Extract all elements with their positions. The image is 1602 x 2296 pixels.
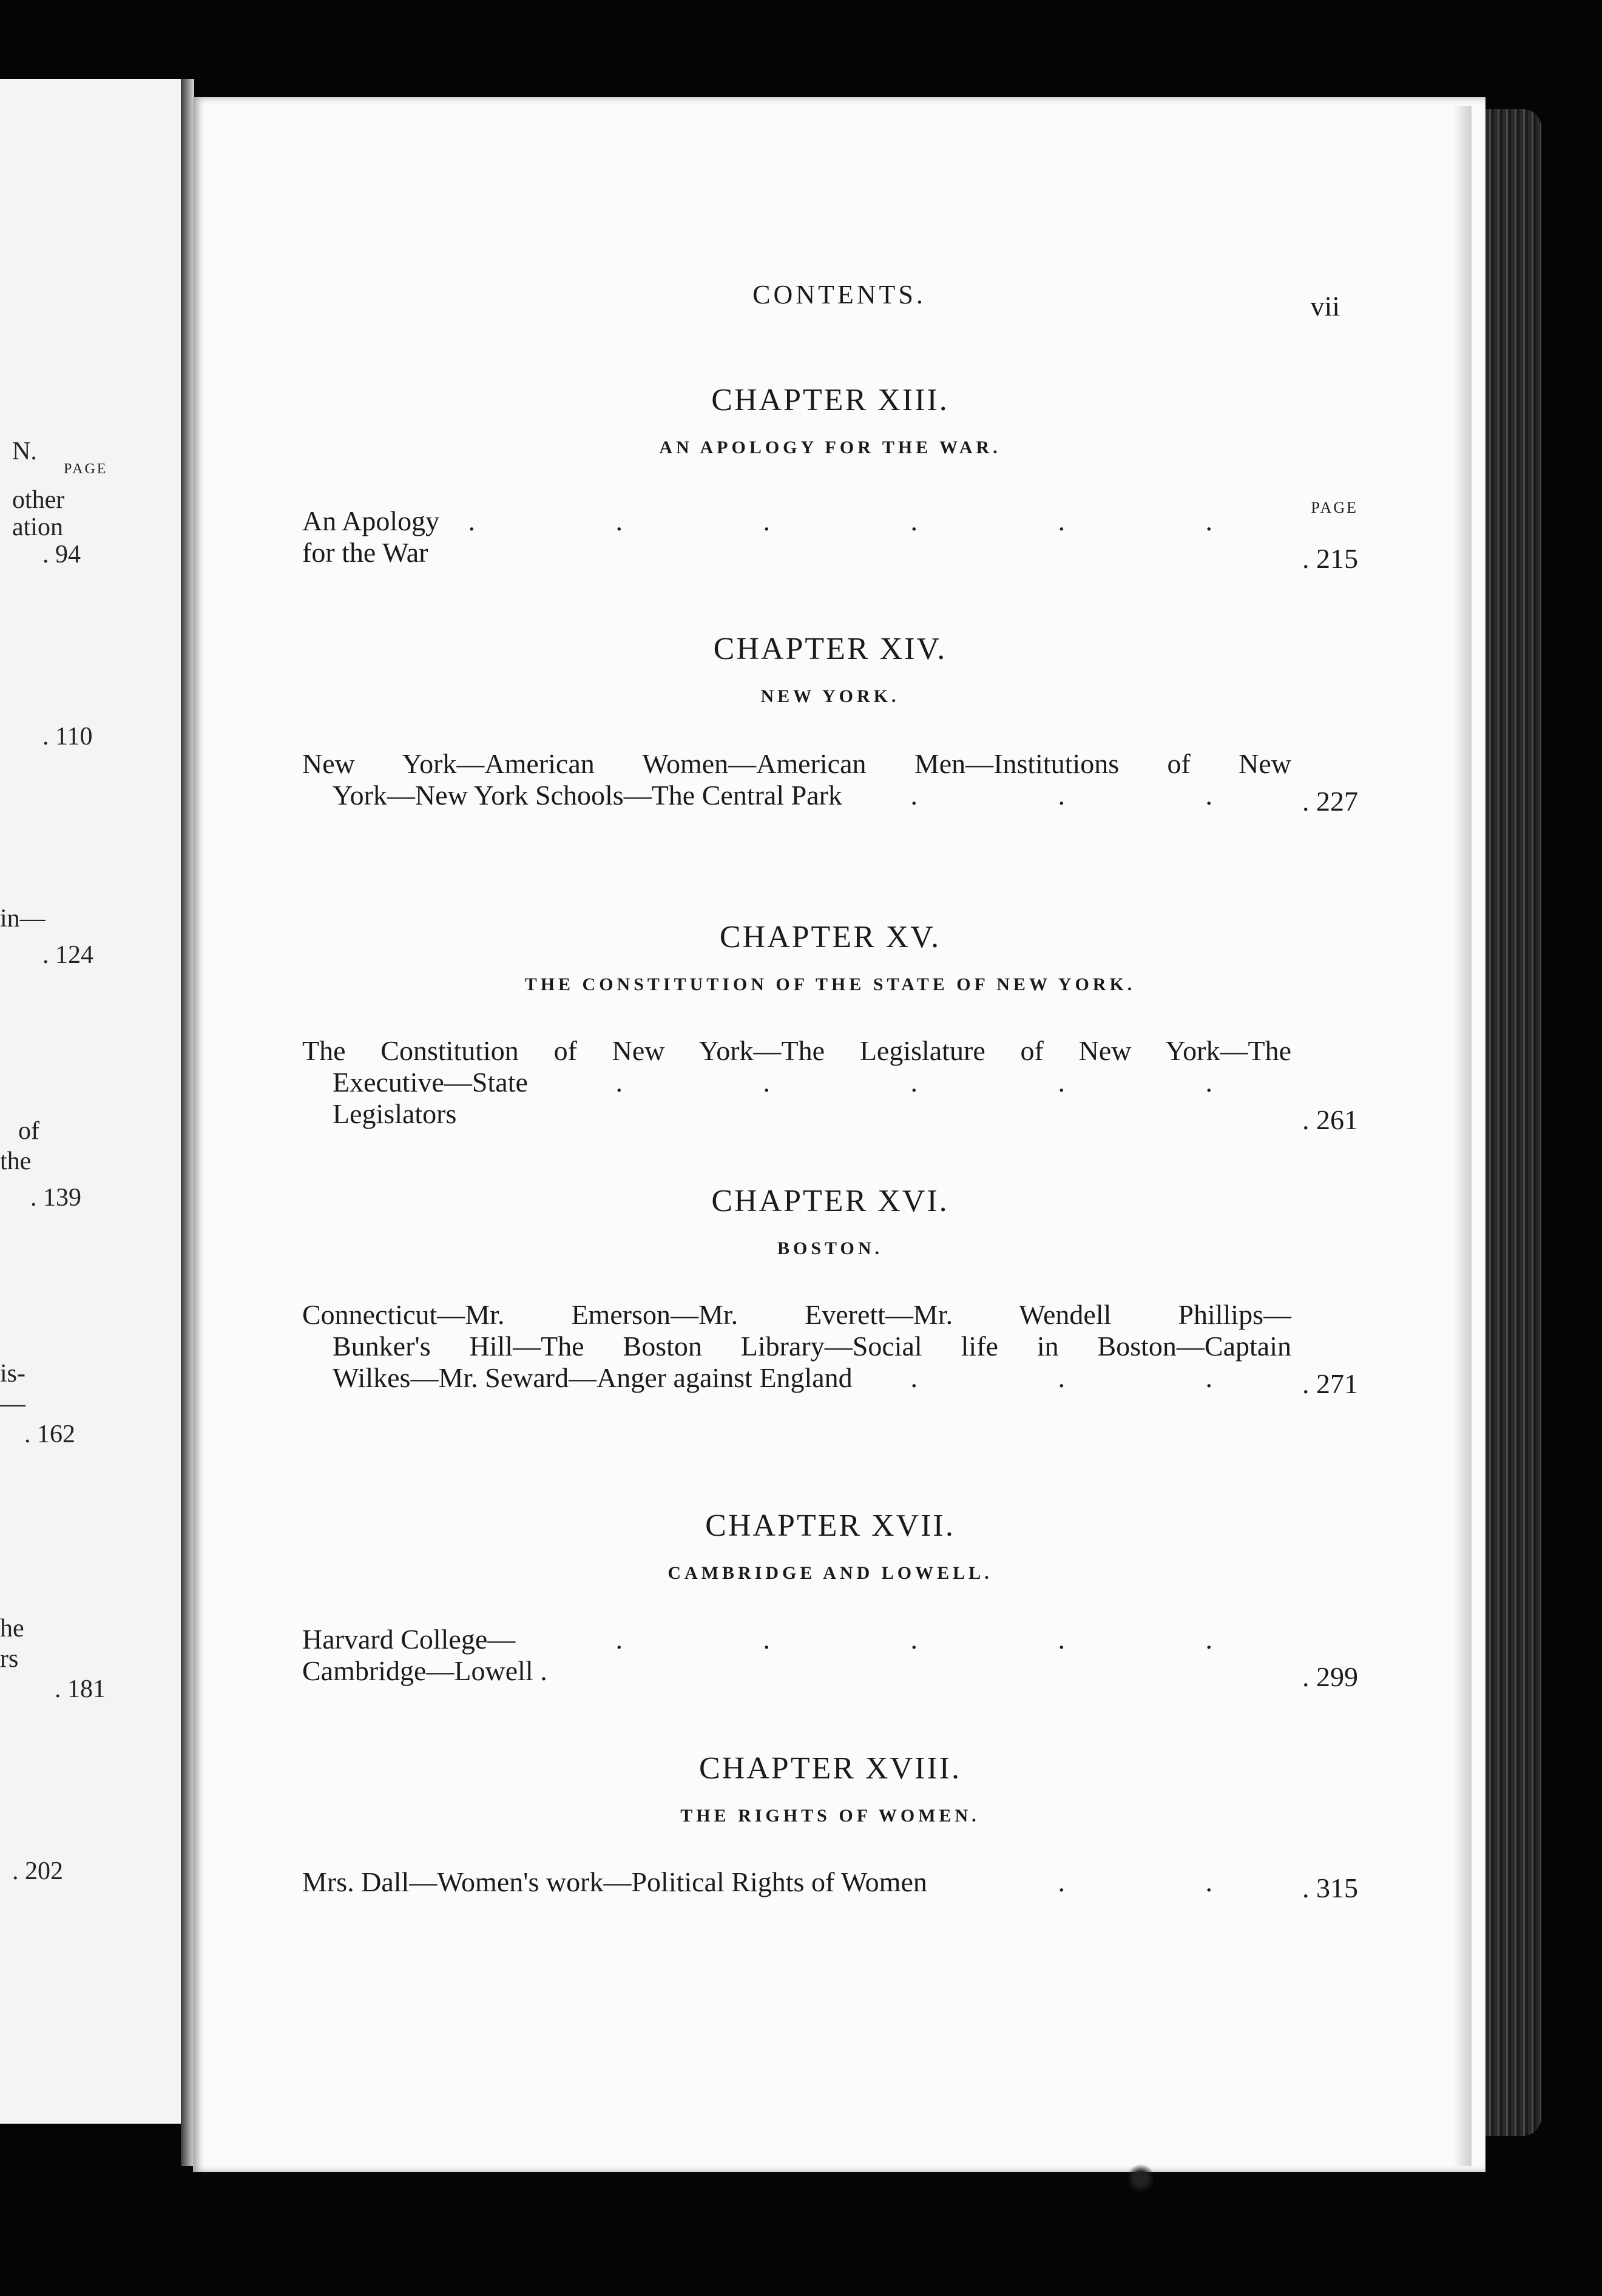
page-reference: . 271: [1302, 1368, 1358, 1399]
leader-dots: . . . . .: [615, 1067, 1279, 1098]
chapter-description: [302, 1035, 1358, 1135]
left-page-fragment: in—: [0, 905, 46, 933]
description-last-line: [302, 1866, 1291, 1898]
chapter-subtitle: THE CONSTITUTION OF THE STATE OF NEW YORK.: [524, 974, 1136, 994]
chapter-description: [302, 1866, 1358, 1903]
description-last-line: [302, 780, 1291, 811]
running-head: CONTENTS.: [752, 280, 926, 309]
chapter-description: [302, 1299, 1358, 1399]
chapter-entry: [302, 1508, 1358, 1692]
previous-page-fragment: [0, 79, 188, 2124]
left-page-fragment: other: [12, 486, 65, 514]
description-line: Bunker's Hill—The Boston Library—Social life in Boston—Captain: [333, 1331, 1291, 1362]
left-page-fragment: ation: [12, 513, 63, 541]
chapter-entry: [302, 1751, 1358, 1903]
chapter-description: [302, 1624, 1358, 1692]
description-text: York—New York Schools—The Central Park: [333, 780, 842, 811]
left-page-fragment: of: [18, 1117, 39, 1145]
left-page-fragment: . 94: [42, 541, 81, 569]
chapter-title: CHAPTER XVI.: [711, 1184, 949, 1218]
leader-dots: . . . . .: [615, 1624, 1279, 1655]
page-reference: . 227: [1302, 786, 1358, 817]
left-page-fragment: he: [0, 1615, 24, 1643]
chapter-entry: [302, 1183, 1358, 1399]
left-page-fragment: —: [0, 1390, 25, 1418]
chapter-description: [302, 748, 1358, 817]
leader-dots: . . . . . .: [468, 505, 1279, 536]
page-edge: [1453, 106, 1472, 2166]
description-last-line: [302, 505, 1291, 569]
chapter-title: CHAPTER XIV.: [713, 632, 947, 666]
chapter-subtitle: CAMBRIDGE AND LOWELL.: [668, 1563, 993, 1583]
left-page-fragment: . 124: [42, 941, 93, 969]
chapter-subtitle: THE RIGHTS OF WOMEN.: [680, 1806, 980, 1826]
book-gutter: [181, 79, 194, 2166]
page-reference: . 215: [1302, 543, 1358, 574]
description-line: New York—American Women—American Men—Institutions of New: [302, 748, 1291, 779]
description-line: The Constitution of New York—The Legislature of New York—The: [302, 1035, 1291, 1066]
chapter-title: CHAPTER XVII.: [705, 1508, 955, 1543]
chapter-description: [302, 499, 1358, 574]
chapter-entry: [302, 382, 1358, 574]
page-column-label: PAGE: [1311, 499, 1358, 516]
description-text: Wilkes—Mr. Seward—Anger against England: [333, 1362, 853, 1393]
chapter-subtitle: BOSTON.: [777, 1238, 883, 1258]
description-text: An Apology for the War: [302, 505, 440, 568]
description-text: Harvard College—Cambridge—Lowell .: [302, 1624, 547, 1686]
page-number: vii: [1310, 291, 1340, 322]
chapter-title: CHAPTER XV.: [719, 920, 941, 954]
chapter-subtitle: NEW YORK.: [760, 686, 900, 706]
left-page-fragment: . 110: [42, 723, 93, 751]
leader-dots: . . .: [910, 1362, 1279, 1393]
left-page-fragment: . 181: [55, 1675, 106, 1703]
page-reference: . 299: [1302, 1661, 1358, 1692]
chapter-title: CHAPTER XIII.: [711, 383, 949, 417]
page-reference: . 315: [1302, 1872, 1358, 1903]
left-page-fragment: N.: [12, 437, 37, 465]
leader-dots: . .: [1058, 1866, 1279, 1897]
chapter-entry: [302, 631, 1358, 817]
left-page-fragment: . 139: [30, 1184, 81, 1212]
left-page-fragment: is-: [0, 1360, 25, 1388]
chapter-title: CHAPTER XVIII.: [699, 1751, 961, 1786]
chapter-entry: [302, 919, 1358, 1135]
paper-blemish: [1129, 2160, 1153, 2196]
left-page-fragment: rs: [0, 1645, 19, 1673]
page-reference: . 261: [1302, 1104, 1358, 1135]
description-last-line: [302, 1362, 1291, 1394]
description-text: Executive—State Legislators: [333, 1067, 528, 1129]
left-page-fragment: the: [0, 1147, 32, 1175]
description-text: Mrs. Dall—Women's work—Political Rights of Women: [302, 1866, 927, 1897]
description-last-line: [302, 1624, 1291, 1687]
left-page-fragment: PAGE: [64, 461, 108, 477]
description-last-line: [302, 1067, 1291, 1130]
contents-page: [193, 97, 1485, 2172]
description-line: Connecticut—Mr. Emerson—Mr. Everett—Mr. Wendell Phillips—: [302, 1299, 1291, 1330]
left-page-fragment: . 202: [12, 1857, 63, 1885]
left-page-fragment: . 162: [24, 1420, 75, 1448]
chapter-subtitle: AN APOLOGY FOR THE WAR.: [659, 437, 1001, 458]
leader-dots: . . .: [910, 780, 1279, 811]
